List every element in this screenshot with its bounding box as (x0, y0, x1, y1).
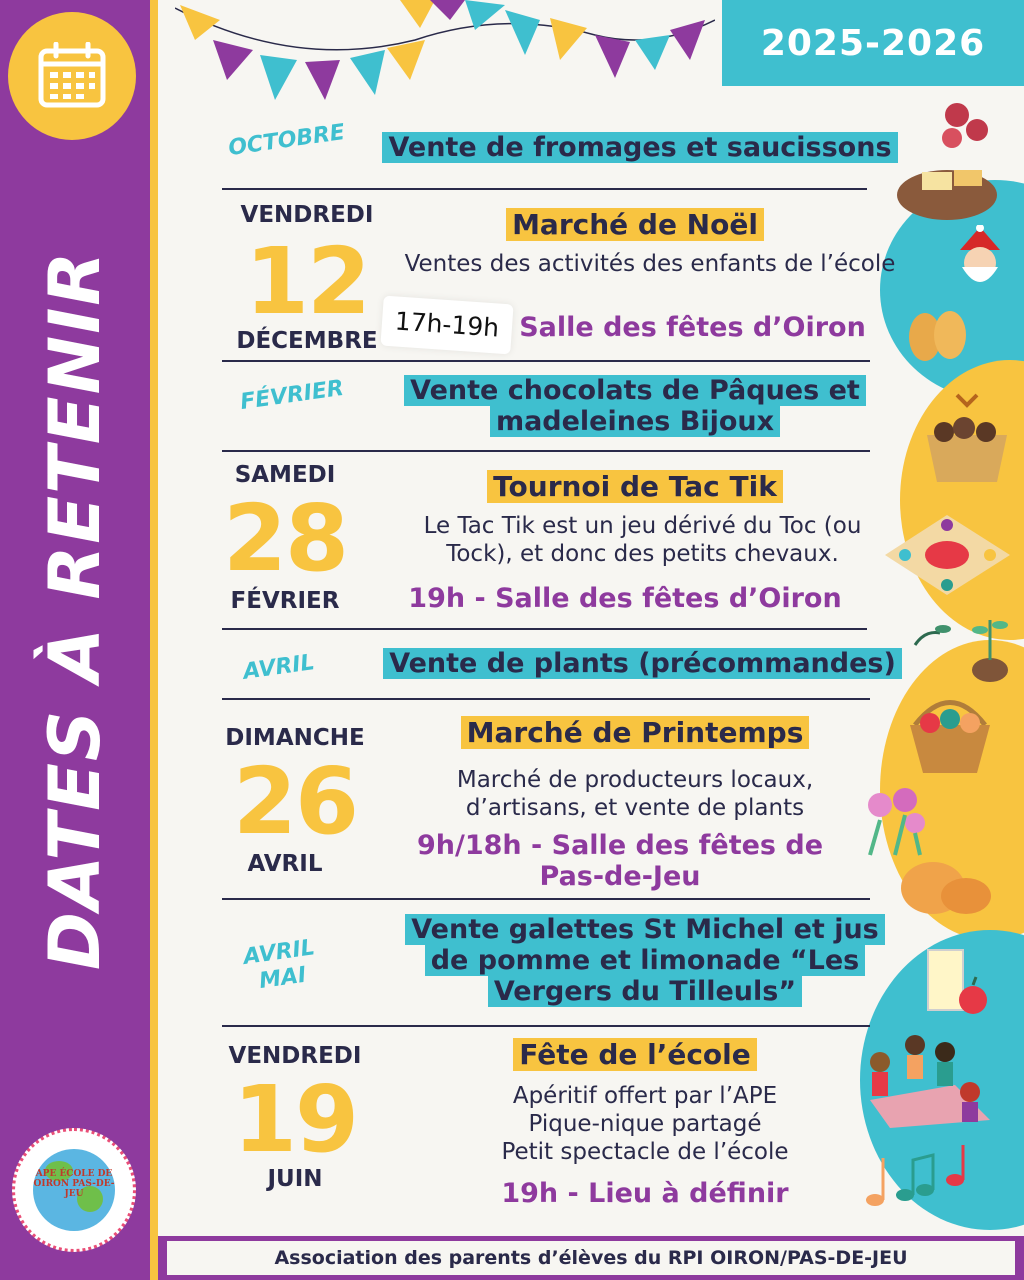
event-description: Ventes des activités des enfants de l’école (404, 251, 896, 277)
divider (222, 698, 870, 700)
apple-juice-icon (918, 935, 993, 1020)
school-logo (12, 1128, 136, 1252)
event-title: Fête de l’école (420, 1038, 850, 1071)
footer-inner (167, 1241, 1015, 1275)
event-title: Vente de fromages et saucissons (365, 132, 915, 163)
event-title: Vente de plants (précommandes) (375, 648, 910, 679)
vegetable-basket-icon (905, 685, 995, 775)
logo-text: APE ÉCOLE DE OIRON PAS-DE-JEU (33, 1169, 115, 1199)
footer (158, 1236, 1024, 1280)
day-number: 12 (244, 228, 370, 335)
description-line: Apéritif offert par l’APE (512, 1083, 778, 1109)
event-venue: Salle des fêtes d’Oiron (519, 312, 866, 343)
event-description (430, 1082, 860, 1166)
sidebar-edge (150, 0, 158, 1280)
month-name: AVRIL (247, 851, 323, 877)
divider (222, 360, 870, 362)
event-venue: 9h/18h - Salle des fêtes de Pas-de-Jeu (416, 830, 824, 892)
year-banner: 2025-2026 (722, 0, 1024, 86)
month-label: OCTOBRE (226, 119, 347, 162)
event-title: Vente galettes St Michel et jus de pomme et limonade “Les Vergers du Tilleuls” (395, 914, 895, 1007)
event-description: Le Tac Tik est un jeu dérivé du Toc (ou Tock), et donc des petits chevaux. (423, 513, 862, 567)
sidebar-title: DATES À RETENIR (34, 249, 117, 971)
month-label: AVRIL MAI (241, 935, 317, 995)
board-game-icon (880, 510, 1015, 600)
event-title: Marché de Noël (420, 208, 850, 241)
calendar-icon (38, 42, 106, 108)
chocolate-basket-icon (922, 390, 1012, 485)
divider (222, 1025, 870, 1027)
day-name: VENDREDI (240, 202, 374, 228)
day-number: 26 (232, 748, 358, 855)
event-venue: 19h - Lieu à définir (501, 1178, 789, 1209)
music-notes-icon (860, 1140, 975, 1220)
divider (222, 628, 867, 630)
month-name: DÉCEMBRE (236, 328, 378, 354)
month-label: AVRIL (241, 650, 317, 685)
divider (222, 898, 870, 900)
divider (222, 450, 870, 452)
month-name: FÉVRIER (230, 588, 340, 614)
time-sticker: 17h-19h (380, 296, 513, 355)
santa-icon (950, 225, 1010, 300)
divider (222, 188, 867, 190)
calendar-badge (8, 12, 136, 140)
madeleine-icon (905, 305, 970, 365)
event-venue: 19h - Salle des fêtes d’Oiron (408, 583, 842, 614)
event-description: Marché de producteurs locaux, d’artisans, et vente de plants (456, 767, 814, 821)
day-name: DIMANCHE (225, 725, 365, 751)
event-title: Marché de Printemps (420, 716, 850, 749)
footer-text: Association des parents d’élèves du RPI OIRON/PAS-DE-JEU (274, 1247, 908, 1269)
galette-icon (898, 858, 993, 918)
flowers-icon (860, 785, 930, 860)
day-name: VENDREDI (228, 1043, 362, 1069)
day-name: SAMEDI (234, 462, 336, 488)
event-title: Vente chocolats de Pâques et madeleines Bijoux (400, 375, 870, 437)
day-number: 28 (222, 485, 348, 592)
seedling-icon (895, 605, 1015, 685)
event-title: Tournoi de Tac Tik (420, 470, 850, 503)
description-line: Pique-nique partagé (528, 1111, 762, 1137)
month-label: FÉVRIER (238, 375, 346, 416)
bunting (175, 0, 715, 110)
month-name: JUIN (267, 1166, 323, 1192)
day-number: 19 (232, 1066, 358, 1173)
description-line: Petit spectacle de l’école (501, 1139, 789, 1165)
picnic-children-icon (860, 1030, 995, 1130)
